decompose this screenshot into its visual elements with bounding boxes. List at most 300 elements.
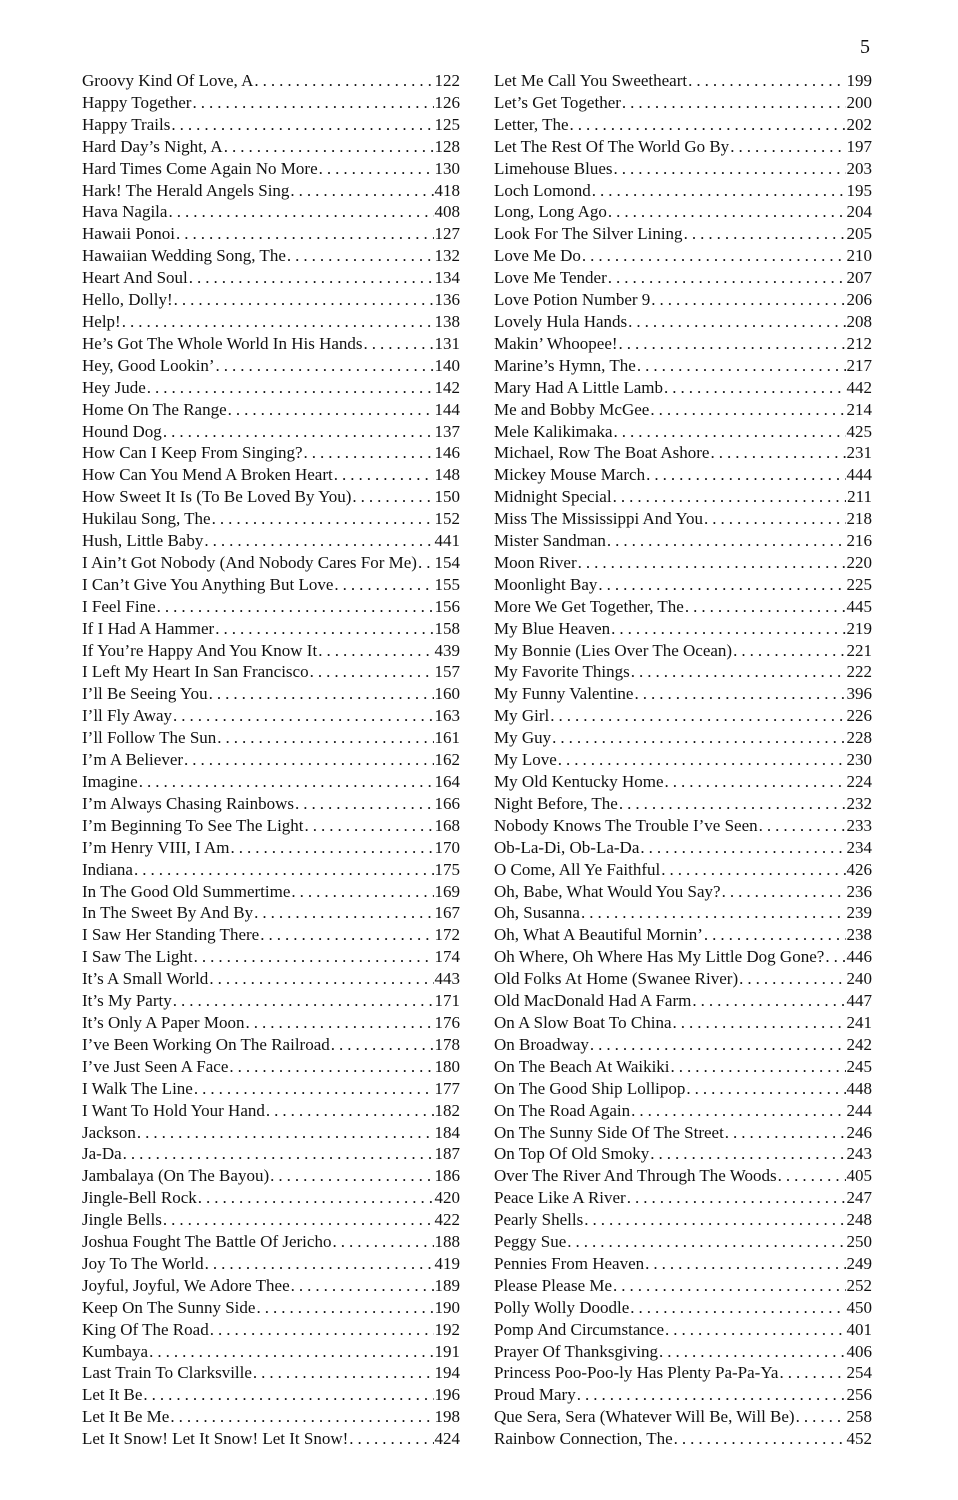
dot-leader [295, 793, 433, 815]
song-title: Imagine [82, 772, 138, 791]
toc-entry [82, 289, 460, 311]
dot-leader [684, 223, 846, 245]
song-title: Makin’ Whoopee! [494, 333, 618, 353]
song-page-number: 396 [846, 684, 872, 704]
song-title: On Broadway [494, 1034, 589, 1054]
toc-entry [494, 640, 872, 662]
toc-entry [494, 180, 872, 202]
song-title: On Top Of Old Smoky [494, 1144, 650, 1164]
dot-leader [704, 508, 846, 530]
song-page-number: 196 [434, 1385, 460, 1405]
toc-entry [82, 399, 460, 421]
toc-entry [494, 946, 872, 968]
toc-entry [494, 399, 872, 421]
toc-entry [82, 530, 460, 552]
song-title: It’s My Party [82, 991, 172, 1011]
song-title: Heart And Soul [82, 268, 188, 288]
song-page-number: 230 [846, 750, 872, 770]
toc-entry [82, 92, 460, 114]
toc-entry [82, 1253, 460, 1275]
toc-entry [494, 1187, 872, 1209]
dot-leader [650, 399, 845, 421]
dot-leader [630, 1297, 845, 1319]
toc-entry [82, 683, 460, 705]
dot-leader [209, 968, 433, 990]
dot-leader [651, 289, 845, 311]
dot-leader [622, 92, 846, 114]
song-page-number: 444 [846, 465, 872, 485]
song-title: Midnight Special [494, 487, 612, 507]
song-title: Let It Snow! Let It Snow! Let It Snow! [82, 1429, 349, 1449]
dot-leader [608, 267, 846, 289]
toc-entry [494, 486, 872, 508]
dot-leader [139, 771, 434, 793]
song-title: Oh, What A Beautiful Mornin’ [494, 925, 703, 945]
toc-entry [494, 1034, 872, 1056]
song-title: Michael, Row The Boat Ashore [494, 443, 710, 463]
dot-leader [598, 574, 845, 596]
toc-entry [82, 442, 460, 464]
dot-leader [174, 289, 434, 311]
dot-leader [216, 355, 434, 377]
dot-leader [163, 1209, 434, 1231]
song-title: Long, Long Ago [494, 202, 607, 222]
song-title: More We Get Together, The [494, 596, 684, 616]
toc-entry [494, 859, 872, 881]
song-title: Hard Day’s Night, A [82, 136, 223, 156]
dot-leader [291, 881, 433, 903]
song-page-number: 224 [846, 772, 872, 791]
dot-leader [310, 661, 434, 683]
toc-entry [494, 902, 872, 924]
song-title: Mele Kalikimaka [494, 421, 613, 441]
song-title: Jackson [82, 1122, 136, 1142]
song-title: My Guy [494, 728, 552, 748]
song-title: Hukilau Song, The [82, 509, 211, 529]
dot-leader [619, 793, 846, 815]
dot-leader [260, 924, 433, 946]
song-title: Jingle Bells [82, 1210, 162, 1230]
toc-entry [494, 464, 872, 486]
song-page-number: 126 [434, 92, 460, 112]
song-title: Hello, Dolly! [82, 290, 173, 310]
song-page-number: 132 [434, 246, 460, 266]
song-title: Ob-La-Di, Ob-La-Da [494, 837, 640, 857]
song-title: Hard Times Come Again No More [82, 158, 318, 178]
song-page-number: 130 [434, 158, 460, 178]
toc-entry [494, 267, 872, 289]
song-page-number: 161 [434, 728, 460, 748]
index-column-left [82, 70, 460, 1450]
toc-entry [82, 1100, 460, 1122]
song-page-number: 169 [434, 881, 460, 901]
dot-leader [637, 355, 846, 377]
song-title: Home On The Range [82, 399, 227, 419]
toc-entry [82, 1012, 460, 1034]
song-page-number: 258 [846, 1407, 872, 1427]
toc-entry [494, 683, 872, 705]
toc-entry [494, 1231, 872, 1253]
dot-leader [204, 530, 433, 552]
song-page-number: 144 [434, 399, 460, 419]
song-page-number: 158 [434, 618, 460, 638]
toc-entry [494, 421, 872, 443]
song-page-number: 225 [846, 574, 872, 594]
toc-entry [82, 245, 460, 267]
song-title: I’ll Follow The Sun [82, 728, 217, 748]
dot-leader [634, 683, 845, 705]
toc-entry [82, 136, 460, 158]
dot-leader [631, 661, 846, 683]
dot-leader [640, 837, 845, 859]
toc-entry [494, 442, 872, 464]
toc-entry [82, 180, 460, 202]
dot-leader [334, 464, 434, 486]
song-page-number: 254 [846, 1363, 872, 1383]
dot-leader [173, 990, 434, 1012]
toc-entry [494, 815, 872, 837]
song-title: I’m Always Chasing Rainbows [82, 793, 295, 813]
dot-leader [305, 815, 434, 837]
toc-entry [82, 1056, 460, 1078]
dot-leader [171, 114, 433, 136]
song-page-number: 442 [846, 377, 872, 397]
toc-entry [82, 793, 460, 815]
toc-entry [494, 1078, 872, 1100]
dot-leader [287, 245, 434, 267]
toc-entry [82, 1275, 460, 1297]
toc-entry [494, 223, 872, 245]
song-title: I Saw Her Standing There [82, 925, 260, 945]
song-page-number: 214 [846, 399, 872, 419]
song-title: Groovy Kind Of Love, A [82, 71, 254, 90]
dot-leader [245, 1012, 433, 1034]
toc-entry [494, 1209, 872, 1231]
toc-entry [494, 793, 872, 815]
song-page-number: 207 [846, 268, 872, 288]
song-page-number: 198 [434, 1407, 460, 1427]
dot-leader [210, 1319, 434, 1341]
song-page-number: 405 [846, 1166, 872, 1186]
toc-entry [494, 1384, 872, 1406]
toc-entry [82, 508, 460, 530]
song-page-number: 199 [846, 71, 872, 90]
song-title: Hush, Little Baby [82, 531, 204, 551]
toc-entry [494, 1253, 872, 1275]
song-title: I’ll Fly Away [82, 706, 173, 726]
toc-entry [82, 881, 460, 903]
dot-leader [825, 946, 845, 968]
song-title: Peace Like A River [494, 1188, 626, 1208]
song-page-number: 448 [846, 1078, 872, 1098]
dot-leader [318, 640, 433, 662]
song-title: Happy Together [82, 92, 192, 112]
song-title: I’m Beginning To See The Light [82, 815, 304, 835]
toc-entry [82, 990, 460, 1012]
song-page-number: 239 [846, 903, 872, 923]
dot-leader [665, 1319, 846, 1341]
song-page-number: 418 [434, 180, 460, 200]
song-title: My Favorite Things [494, 662, 630, 682]
song-page-number: 194 [434, 1363, 460, 1383]
dot-leader [192, 92, 433, 114]
dot-leader [627, 1187, 846, 1209]
song-title: I Saw The Light [82, 947, 193, 967]
toc-entry [82, 968, 460, 990]
song-title: Pearly Shells [494, 1210, 584, 1230]
song-title: On The Road Again [494, 1100, 631, 1120]
song-title: My Bonnie (Lies Over The Ocean) [494, 640, 733, 660]
song-title: Kumbaya [82, 1341, 149, 1361]
song-page-number: 148 [434, 465, 460, 485]
dot-leader [722, 881, 846, 903]
dot-leader [332, 1231, 433, 1253]
toc-entry [82, 1297, 460, 1319]
song-title: Love Me Tender [494, 268, 607, 288]
dot-leader [215, 618, 433, 640]
song-page-number: 142 [434, 377, 460, 397]
song-page-number: 426 [846, 859, 872, 879]
song-title: Love Potion Number 9 [494, 290, 651, 310]
toc-entry [494, 136, 872, 158]
song-page-number: 177 [434, 1078, 460, 1098]
dot-leader [558, 749, 846, 771]
dot-leader [673, 1012, 846, 1034]
song-title: Love Me Do [494, 246, 581, 266]
song-page-number: 197 [846, 136, 872, 156]
toc-entry [494, 924, 872, 946]
dot-leader [189, 267, 434, 289]
dot-leader [168, 201, 433, 223]
toc-entry [82, 114, 460, 136]
song-page-number: 152 [434, 509, 460, 529]
toc-entry [82, 1406, 460, 1428]
dot-leader [147, 377, 434, 399]
dot-leader [650, 1143, 845, 1165]
dot-leader [779, 1362, 845, 1384]
song-title: Rainbow Connection, The [494, 1429, 673, 1449]
dot-leader [198, 1187, 434, 1209]
song-page-number: 401 [846, 1319, 872, 1339]
toc-entry [82, 1231, 460, 1253]
song-page-number: 443 [434, 969, 460, 989]
song-title: I Left My Heart In San Francisco [82, 662, 309, 682]
toc-entry [494, 552, 872, 574]
song-page-number: 217 [846, 355, 872, 375]
page-number: 5 [860, 36, 870, 58]
song-title: Joy To The World [82, 1253, 204, 1273]
toc-entry [494, 749, 872, 771]
song-page-number: 221 [846, 640, 872, 660]
song-title: Let It Be Me [82, 1407, 170, 1427]
toc-entry [82, 1165, 460, 1187]
song-page-number: 246 [846, 1122, 872, 1142]
song-title: Hawaiian Wedding Song, The [82, 246, 286, 266]
song-title: Jambalaya (On The Bayou) [82, 1166, 270, 1186]
dot-leader [229, 1056, 433, 1078]
dot-leader [592, 180, 846, 202]
dot-leader [631, 1100, 845, 1122]
song-page-number: 249 [846, 1253, 872, 1273]
toc-entry [82, 223, 460, 245]
song-page-number: 164 [434, 772, 460, 791]
song-title: Letter, The [494, 114, 569, 134]
song-page-number: 157 [434, 662, 460, 682]
toc-entry [82, 333, 460, 355]
dot-leader [733, 640, 845, 662]
song-title: Me and Bobby McGee [494, 399, 650, 419]
song-page-number: 240 [846, 969, 872, 989]
dot-leader [349, 1428, 433, 1450]
toc-entry [82, 837, 460, 859]
song-title: If You’re Happy And You Know It [82, 640, 318, 660]
song-title: Miss The Mississippi And You [494, 509, 703, 529]
toc-entry [494, 289, 872, 311]
dot-leader [614, 421, 846, 443]
dot-leader [584, 1209, 845, 1231]
toc-entry [494, 1275, 872, 1297]
dot-leader [619, 333, 846, 355]
song-title: Lovely Hula Hands [494, 311, 628, 331]
song-page-number: 136 [434, 290, 460, 310]
song-page-number: 155 [434, 574, 460, 594]
toc-entry [494, 355, 872, 377]
toc-entry [82, 1209, 460, 1231]
song-page-number: 422 [434, 1210, 460, 1230]
toc-entry [494, 70, 872, 92]
song-page-number: 156 [434, 596, 460, 616]
song-title: Help! [82, 311, 121, 331]
dot-leader [665, 771, 846, 793]
dot-leader [611, 618, 845, 640]
song-title: Night Before, The [494, 793, 618, 813]
song-page-number: 127 [434, 224, 460, 244]
toc-entry [494, 1056, 872, 1078]
song-page-number: 206 [846, 290, 872, 310]
dot-leader [254, 902, 433, 924]
song-title: Joshua Fought The Battle Of Jericho [82, 1232, 332, 1252]
toc-entry [82, 1143, 460, 1165]
song-page-number: 205 [846, 224, 872, 244]
toc-entry [82, 1362, 460, 1384]
song-title: Mister Sandman [494, 531, 606, 551]
song-page-number: 228 [846, 728, 872, 748]
toc-entry [82, 464, 460, 486]
song-page-number: 190 [434, 1297, 460, 1317]
song-title: Look For The Silver Lining [494, 224, 683, 244]
song-page-number: 226 [846, 706, 872, 726]
toc-entry [494, 1297, 872, 1319]
song-title: Proud Mary [494, 1385, 576, 1405]
dot-leader [692, 990, 845, 1012]
toc-entry [494, 727, 872, 749]
song-page-number: 439 [434, 640, 460, 660]
dot-leader [674, 1428, 846, 1450]
song-page-number: 188 [434, 1232, 460, 1252]
song-page-number: 219 [846, 618, 872, 638]
song-title: Hava Nagila [82, 202, 168, 222]
dot-leader [266, 1100, 434, 1122]
toc-entry [82, 574, 460, 596]
song-title: My Girl [494, 706, 550, 726]
dot-leader [194, 1078, 434, 1100]
song-title: Marine’s Hymn, The [494, 355, 636, 375]
song-title: Oh, Babe, What Would You Say? [494, 881, 721, 901]
song-title: Oh, Susanna [494, 903, 580, 923]
song-title: Joyful, Joyful, We Adore Thee [82, 1275, 290, 1295]
song-title: Princess Poo-Poo-ly Has Plenty Pa-Pa-Ya [494, 1363, 779, 1383]
song-page-number: 178 [434, 1034, 460, 1054]
dot-leader [290, 180, 433, 202]
song-page-number: 232 [846, 793, 872, 813]
dot-leader [688, 70, 845, 92]
song-title: Prayer Of Thanksgiving [494, 1341, 658, 1361]
toc-entry [82, 815, 460, 837]
song-title: It’s Only A Paper Moon [82, 1012, 245, 1032]
song-title: Hark! The Herald Angels Sing [82, 180, 290, 200]
song-page-number: 184 [434, 1122, 460, 1142]
dot-leader [331, 1034, 434, 1056]
dot-leader [217, 727, 433, 749]
toc-entry [82, 640, 460, 662]
song-page-number: 216 [846, 531, 872, 551]
dot-leader [157, 596, 434, 618]
song-page-number: 238 [846, 925, 872, 945]
dot-leader [254, 70, 433, 92]
dot-leader [581, 902, 846, 924]
dot-leader [725, 1122, 846, 1144]
dot-leader [212, 508, 434, 530]
song-page-number: 233 [846, 815, 872, 835]
song-title: Let Me Call You Sweetheart [494, 71, 688, 90]
toc-entry [494, 114, 872, 136]
toc-entry [82, 1122, 460, 1144]
dot-leader [730, 136, 845, 158]
song-title: Happy Trails [82, 114, 171, 134]
toc-entry [82, 70, 460, 92]
dot-leader [230, 837, 433, 859]
song-title: I’m Henry VIII, I Am [82, 837, 230, 857]
toc-entry [82, 1078, 460, 1100]
dot-leader [645, 1253, 845, 1275]
dot-leader [209, 683, 434, 705]
song-title: Jingle-Bell Rock [82, 1188, 197, 1208]
toc-entry [82, 486, 460, 508]
toc-entry [82, 771, 460, 793]
toc-entry [494, 92, 872, 114]
dot-leader [796, 1406, 846, 1428]
song-title: I Want To Hold Your Hand [82, 1100, 265, 1120]
song-page-number: 146 [434, 443, 460, 463]
dot-leader [664, 377, 845, 399]
toc-entry [82, 902, 460, 924]
dot-leader [582, 245, 846, 267]
song-page-number: 140 [434, 355, 460, 375]
song-page-number: 408 [434, 202, 460, 222]
song-page-number: 154 [434, 552, 460, 572]
toc-entry [494, 333, 872, 355]
toc-entry [494, 574, 872, 596]
song-title: Let It Be [82, 1385, 143, 1405]
dot-leader [173, 705, 433, 727]
song-title: Please Please Me [494, 1275, 613, 1295]
toc-entry [494, 201, 872, 223]
dot-leader [590, 1034, 846, 1056]
song-title: Old Folks At Home (Swanee River) [494, 969, 739, 989]
song-title: Mickey Mouse March [494, 465, 646, 485]
song-title: Let’s Get Together [494, 92, 621, 112]
dot-leader [143, 1384, 433, 1406]
